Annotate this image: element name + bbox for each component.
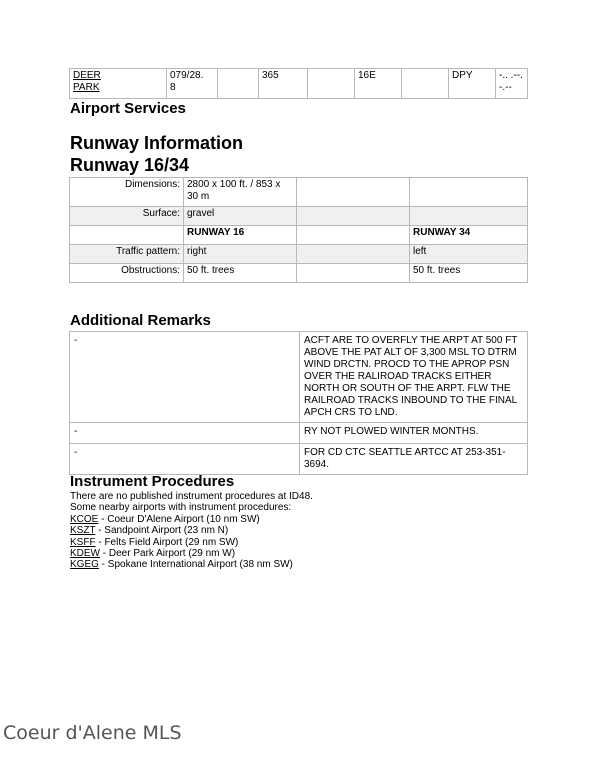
navaid-blank-cell xyxy=(218,69,259,99)
airport-description: - Spokane International Airport (38 nm SW) xyxy=(98,559,293,571)
navaid-name-line2: PARK xyxy=(73,82,100,93)
dimensions-value: 2800 x 100 ft. / 853 x 30 m xyxy=(184,178,297,207)
surface-value: gravel xyxy=(184,207,297,226)
airport-code-link[interactable]: KCOE xyxy=(70,513,99,525)
traffic-pattern-label: Traffic pattern: xyxy=(70,245,184,264)
airport-description: - Felts Field Airport (29 nm SW) xyxy=(95,536,239,548)
remark-marker: - xyxy=(70,444,300,475)
traffic-pattern-16: right xyxy=(184,245,297,264)
empty-cell xyxy=(70,226,184,245)
remark-row xyxy=(70,444,528,475)
obstructions-34: 50 ft. trees xyxy=(410,264,528,283)
instrument-procedures-body xyxy=(70,491,470,571)
airport-code-link[interactable]: KSFF xyxy=(70,536,96,548)
instrument-procedures-heading: Instrument Procedures xyxy=(70,473,235,490)
runway-dimensions-row xyxy=(70,178,528,207)
navaid-name-link[interactable] xyxy=(73,70,101,93)
empty-cell xyxy=(297,178,410,207)
remarks-table xyxy=(69,331,528,475)
navaid-morse-line1: -.. .--. xyxy=(499,70,523,81)
remark-text: ACFT ARE TO OVERFLY THE ARPT AT 500 FT ABOVE THE PAT ALT OF 3,300 MSL TO DTRM WIND DRCTN. PROCD TO THE APROP PSN OVER THE RALIROAD TRACKS EITHER NORTH OR SOUTH OF THE ARPT. FLW THE RAILROAD TRACKS INBOUND TO THE FINAL APCH CRS TO LND. xyxy=(300,332,528,423)
runway-ends-row xyxy=(70,226,528,245)
runway-name-heading: Runway 16/34 xyxy=(70,155,190,175)
remark-marker: - xyxy=(70,423,300,444)
empty-cell xyxy=(297,226,410,245)
runway-information-heading: Runway Information xyxy=(70,133,244,153)
navaid-name-cell[interactable] xyxy=(70,69,167,99)
nearby-airport-item xyxy=(70,537,470,548)
navaid-blank-cell xyxy=(402,69,449,99)
navaid-bearing-line2: 8 xyxy=(170,82,176,93)
navaid-name-line1: DEER xyxy=(73,70,101,81)
airport-description: - Deer Park Airport (29 nm W) xyxy=(100,548,236,560)
nearby-airport-item xyxy=(70,525,470,536)
navaid-morse-line2: -.-- xyxy=(499,82,512,93)
obstructions-row xyxy=(70,264,528,283)
dimensions-label: Dimensions: xyxy=(70,178,184,207)
traffic-pattern-row xyxy=(70,245,528,264)
remark-text: FOR CD CTC SEATTLE ARTCC AT 253-351-3694. xyxy=(300,444,528,475)
nearby-airport-item xyxy=(70,548,470,559)
navaid-bearing-cell xyxy=(167,69,218,99)
empty-cell xyxy=(410,207,528,226)
navaid-morse-cell xyxy=(496,69,528,99)
runway-surface-row xyxy=(70,207,528,226)
navaid-frequency-cell: 365 xyxy=(259,69,308,99)
runway-16-header: RUNWAY 16 xyxy=(184,226,297,245)
remark-row xyxy=(70,332,528,423)
empty-cell xyxy=(297,264,410,283)
navaid-id-cell: DPY xyxy=(449,69,496,99)
remark-text: RY NOT PLOWED WINTER MONTHS. xyxy=(300,423,528,444)
airport-description: - Sandpoint Airport (23 nm N) xyxy=(95,525,229,537)
airport-code-link[interactable]: KSZT xyxy=(70,525,96,537)
airport-code-link[interactable]: KDEW xyxy=(70,548,100,560)
nearby-airport-item xyxy=(70,514,470,525)
nearby-airport-item xyxy=(70,559,470,570)
navaid-variation-cell: 16E xyxy=(355,69,402,99)
runway-table xyxy=(69,177,528,283)
obstructions-label: Obstructions: xyxy=(70,264,184,283)
empty-cell xyxy=(410,178,528,207)
obstructions-16: 50 ft. trees xyxy=(184,264,297,283)
empty-cell xyxy=(297,207,410,226)
instrument-intro: There are no published instrument procedures at ID48. xyxy=(70,491,313,502)
remark-marker: - xyxy=(70,332,300,423)
airport-services-heading: Airport Services xyxy=(70,100,186,117)
navaid-row xyxy=(70,69,528,99)
navaid-blank-cell xyxy=(308,69,355,99)
surface-label: Surface: xyxy=(70,207,184,226)
runway-34-header: RUNWAY 34 xyxy=(410,226,528,245)
remark-row xyxy=(70,423,528,444)
additional-remarks-heading: Additional Remarks xyxy=(70,312,211,329)
empty-cell xyxy=(297,245,410,264)
navaid-table xyxy=(69,68,528,99)
traffic-pattern-34: left xyxy=(410,245,528,264)
mls-watermark: Coeur d'Alene MLS xyxy=(3,722,182,744)
navaid-bearing-line1: 079/28. xyxy=(170,70,204,81)
instrument-intro-nearby: Some nearby airports with instrument procedures: xyxy=(70,502,292,514)
airport-description: - Coeur D'Alene Airport (10 nm SW) xyxy=(98,513,260,525)
airport-code-link[interactable]: KGEG xyxy=(70,559,99,571)
